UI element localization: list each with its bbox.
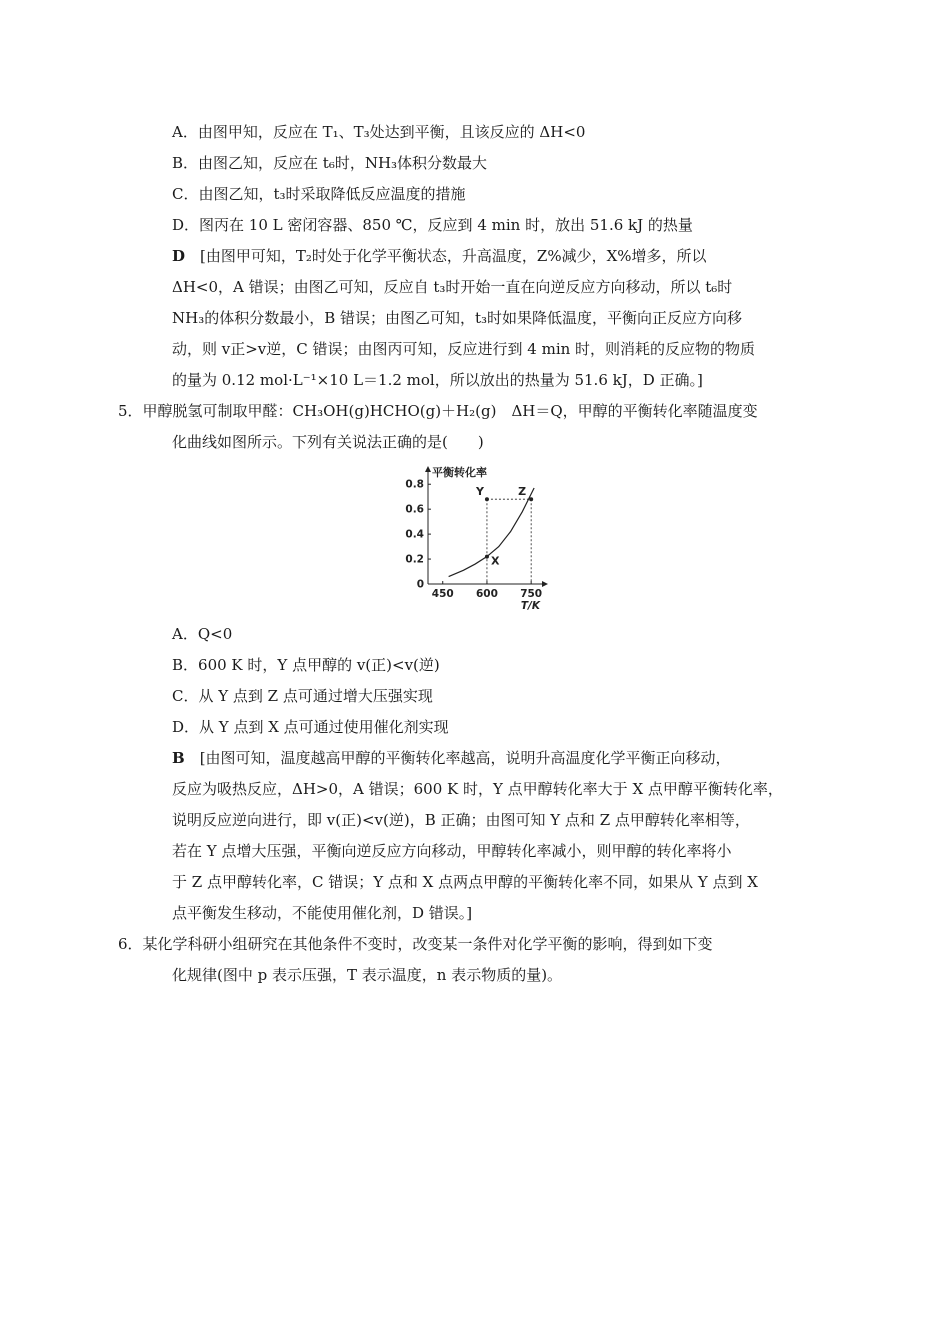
point-label-z: Z	[518, 485, 527, 499]
y-tick-label: 0.2	[405, 553, 424, 566]
q4-answer-line-4: 动，则 v正>v逆，C 错误；由图丙可知，反应进行到 4 min 时，则消耗的反应物的物质	[172, 340, 756, 358]
point-y	[485, 497, 489, 501]
q5-answer-line-5: 于 Z 点甲醇转化率，C 错误；Y 点和 X 点两点甲醇的平衡转化率不同，如果从 Y 点到 X	[172, 873, 758, 891]
q4-option-b: B．由图乙知，反应在 t₆时，NH₃体积分数最大	[172, 154, 488, 172]
q5-answer-line-1	[172, 748, 731, 768]
y-tick-label: 0	[416, 578, 424, 591]
q4-answer-line-5: 的量为 0.12 mol·L⁻¹×10 L＝1.2 mol，所以放出的热量为 51.6 kJ，D 正确。]	[172, 371, 703, 389]
q4-answer-line-1	[172, 246, 707, 266]
y-axis-arrow	[425, 466, 431, 472]
x-axis-arrow	[542, 581, 548, 587]
q5-stem-line-2: 化曲线如图所示。下列有关说法正确的是( )	[172, 433, 484, 451]
q5-answer-text-1: [由图可知，温度越高甲醇的平衡转化率越高，说明升高温度化学平衡正向移动，	[199, 749, 731, 767]
x-tick-label: 600	[475, 588, 498, 600]
q5-answer-line-6: 点平衡发生移动，不能使用催化剂，D 错误。]	[172, 904, 473, 922]
q5-answer-line-2: 反应为吸热反应，ΔH>0，A 错误；600 K 时，Y 点甲醇转化率大于 X 点甲醇平衡转化率，	[172, 780, 783, 798]
q6-number: 6．	[118, 935, 143, 953]
q4-answer-letter: D	[172, 247, 186, 265]
y-tick-label: 0.6	[405, 503, 424, 516]
point-label-x: X	[490, 554, 500, 568]
q5-stem-text-1: 甲醇脱氢可制取甲醛：CH₃OH(g)HCHO(g)＋H₂(g) ΔH＝Q，甲醇的平衡转化率随温度变	[142, 402, 758, 420]
q4-answer-line-2: ΔH<0，A 错误；由图乙可知，反应自 t₃时开始一直在向逆反应方向移动，所以 t₆时	[172, 278, 733, 296]
q6-stem-text-1: 某化学科研小组研究在其他条件不变时，改变某一条件对化学平衡的影响，得到如下变	[142, 935, 713, 953]
x-tick-label: 750	[520, 588, 543, 600]
x-axis-label: T/K	[520, 600, 540, 612]
q5-option-a: A．Q<0	[172, 625, 233, 643]
q5-answer-line-4: 若在 Y 点增大压强，平衡向逆反应方向移动，甲醇转化率减小，则甲醇的转化率将小	[172, 842, 732, 860]
q5-stem-line-1	[118, 401, 758, 421]
q5-number: 5．	[118, 402, 143, 420]
point-z	[529, 497, 533, 501]
q6-stem-line-1	[118, 934, 713, 954]
point-x	[485, 555, 489, 559]
q5-option-c: C．从 Y 点到 Z 点可通过增大压强实现	[172, 687, 433, 705]
x-tick-label: 450	[431, 588, 454, 600]
y-tick-label: 0.8	[405, 478, 424, 491]
point-label-y: Y	[475, 485, 484, 499]
q5-option-d: D．从 Y 点到 X 点可通过使用催化剂实现	[172, 718, 449, 736]
q4-option-c: C．由图乙知，t₃时采取降低反应温度的措施	[172, 185, 466, 203]
q5-answer-line-3: 说明反应逆向进行，即 v(正)<v(逆)，B 正确；由图可知 Y 点和 Z 点甲醇转化率相等，	[172, 811, 750, 829]
q5-answer-letter: B	[172, 749, 185, 767]
q4-option-a: A．由图甲知，反应在 T₁、T₃处达到平衡，且该反应的 ΔH<0	[172, 123, 586, 141]
q5-option-b: B．600 K 时，Y 点甲醇的 v(正)<v(逆)	[172, 656, 440, 674]
q6-stem-line-2: 化规律(图中 p 表示压强，T 表示温度，n 表示物质的量)。	[172, 966, 563, 984]
q4-option-d: D．图丙在 10 L 密闭容器、850 ℃，反应到 4 min 时，放出 51.6 kJ 的热量	[172, 216, 693, 234]
y-axis-label: 平衡转化率	[432, 466, 487, 479]
q4-answer-text-1: [由图甲可知，T₂时处于化学平衡状态，升高温度，Z%减少，X%增多，所以	[200, 247, 707, 265]
q4-answer-line-3: NH₃的体积分数最小，B 错误；由图乙可知，t₃时如果降低温度，平衡向正反应方向移	[172, 309, 743, 327]
conversion-chart	[398, 460, 548, 612]
y-tick-label: 0.4	[405, 528, 424, 541]
